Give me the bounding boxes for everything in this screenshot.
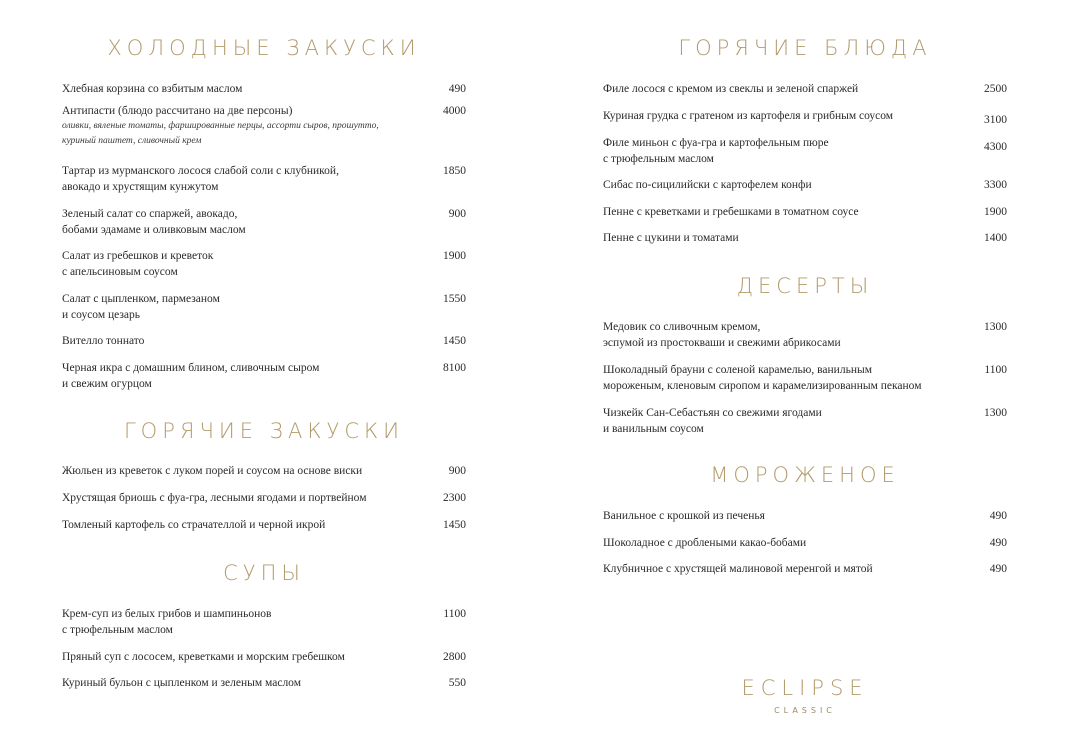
item-price: 8100 <box>443 362 466 374</box>
item-description: куриный паштет, сливочный крем <box>62 136 202 146</box>
item-name: Пенне с цукини и томатами <box>603 232 739 244</box>
item-name: Хлебная корзина со взбитым маслом <box>62 83 243 95</box>
item-description: оливки, вяленые томаты, фаршированные перцы, ассорти сыров, прошутто, <box>62 121 379 131</box>
item-price: 1550 <box>443 293 466 305</box>
brand-subtitle: CLASSIC <box>774 706 836 715</box>
menu-item <box>62 206 466 238</box>
item-price: 1900 <box>443 250 466 262</box>
brand-name: ECLIPSE <box>741 676 869 700</box>
menu-item <box>62 606 466 638</box>
item-name: авокадо и хрустящим кунжутом <box>62 181 219 193</box>
menu-item <box>62 248 466 280</box>
menu-item <box>603 108 1007 124</box>
item-price: 3300 <box>984 179 1007 191</box>
item-price: 1300 <box>984 407 1007 419</box>
menu-item <box>603 535 1007 551</box>
menu-item <box>62 81 466 97</box>
item-price: 1450 <box>443 335 466 347</box>
menu-item <box>62 517 466 533</box>
item-name: с апельсиновым соусом <box>62 266 178 278</box>
item-price: 1400 <box>984 232 1007 244</box>
item-name: бобами эдамаме и оливковым маслом <box>62 224 246 236</box>
item-name: мороженым, кленовым сиропом и карамелизированным пеканом <box>603 380 922 392</box>
menu-item <box>603 508 1007 524</box>
menu-item <box>62 649 466 665</box>
section-title-soups: СУПЫ <box>223 561 305 585</box>
item-price: 550 <box>448 677 466 689</box>
item-price: 4000 <box>443 105 466 117</box>
item-name: Салат из гребешков и креветок <box>62 250 214 262</box>
item-price: 490 <box>989 563 1007 575</box>
item-price: 1100 <box>443 608 466 620</box>
item-name: Тартар из мурманского лосося слабой соли с клубникой, <box>62 165 339 177</box>
item-price: 1100 <box>984 364 1007 376</box>
menu-item <box>603 362 1007 394</box>
item-name: Филе лосося с кремом из свеклы и зеленой спаржей <box>603 83 859 95</box>
item-price: 490 <box>448 83 466 95</box>
item-price: 1850 <box>443 165 466 177</box>
item-name: и свежим огурцом <box>62 378 152 390</box>
item-price: 900 <box>448 465 466 477</box>
section-title-cold-starters: ХОЛОДНЫЕ ЗАКУСКИ <box>107 36 421 60</box>
item-name: Пенне с креветками и гребешками в томатном соусе <box>603 206 859 218</box>
section-title-hot-starters: ГОРЯЧИЕ ЗАКУСКИ <box>123 419 405 443</box>
item-name: Антипасти (блюдо рассчитано на две персоны) <box>62 105 293 117</box>
section-title-icecream: МОРОЖЕНОЕ <box>710 463 900 487</box>
menu-item <box>62 490 466 506</box>
menu-item <box>62 163 466 195</box>
menu-item <box>62 291 466 323</box>
item-name: Клубничное с хрустящей малиновой меренгой и мятой <box>603 563 873 575</box>
menu-item <box>62 360 466 392</box>
item-name: Крем-суп из белых грибов и шампиньонов <box>62 608 272 620</box>
item-name: Филе миньон с фуа-гра и картофельным пюре <box>603 137 829 149</box>
item-name: Зеленый салат со спаржей, авокадо, <box>62 208 238 220</box>
menu-item <box>603 561 1007 577</box>
menu-item <box>62 463 466 479</box>
item-name: Шоколадный брауни с соленой карамелью, ванильным <box>603 364 872 376</box>
item-name: Хрустящая бриошь с фуа-гра, лесными ягодами и портвейном <box>62 492 367 504</box>
item-price: 2500 <box>984 83 1007 95</box>
menu-item <box>603 204 1007 220</box>
item-name: Шоколадное с дроблеными какао-бобами <box>603 537 807 549</box>
item-price: 490 <box>989 537 1007 549</box>
menu-item <box>62 675 466 691</box>
item-name: Вителло тоннато <box>62 335 145 347</box>
item-name: с трюфельным маслом <box>62 624 173 636</box>
item-name: Пряный суп с лососем, креветками и морским гребешком <box>62 651 345 663</box>
menu-item <box>603 319 1007 351</box>
item-price: 3100 <box>984 114 1007 126</box>
item-name: Сибас по-сицилийски с картофелем конфи <box>603 179 812 191</box>
section-title-mains: ГОРЯЧИЕ БЛЮДА <box>678 36 932 60</box>
item-name: Томленый картофель со страчателлой и черной икрой <box>62 519 326 531</box>
item-name: Чизкейк Сан-Себастьян со свежими ягодами <box>603 407 822 419</box>
menu-item <box>603 230 1007 246</box>
item-name: Салат с цыпленком, пармезаном <box>62 293 220 305</box>
item-name: с трюфельным маслом <box>603 153 714 165</box>
menu-item <box>603 81 1007 97</box>
item-price: 900 <box>448 208 466 220</box>
item-name: Медовик со сливочным кремом, <box>603 321 761 333</box>
item-price: 2300 <box>443 492 466 504</box>
item-price: 1450 <box>443 519 466 531</box>
item-name: Жюльен из креветок с луком порей и соусом на основе виски <box>62 465 363 477</box>
item-name: Куриный бульон с цыпленком и зеленым маслом <box>62 677 301 689</box>
item-name: Черная икра с домашним блином, сливочным сыром <box>62 362 320 374</box>
item-price: 2800 <box>443 651 466 663</box>
menu-item <box>603 135 1007 167</box>
menu-item <box>603 177 1007 193</box>
menu-item <box>603 405 1007 437</box>
item-name: и соусом цезарь <box>62 309 141 321</box>
item-name: и ванильным соусом <box>603 423 704 435</box>
item-name: Куриная грудка с гратеном из картофеля и грибным соусом <box>603 110 894 122</box>
item-price: 4300 <box>984 141 1007 153</box>
item-price: 1300 <box>984 321 1007 333</box>
item-price: 490 <box>989 510 1007 522</box>
item-name: Ванильное с крошкой из печенья <box>603 510 765 522</box>
item-name: эспумой из простокваши и свежими абрикосами <box>603 337 841 349</box>
menu-item <box>62 333 466 349</box>
section-title-desserts: ДЕСЕРТЫ <box>736 274 874 298</box>
menu-item <box>62 103 466 149</box>
item-price: 1900 <box>984 206 1007 218</box>
